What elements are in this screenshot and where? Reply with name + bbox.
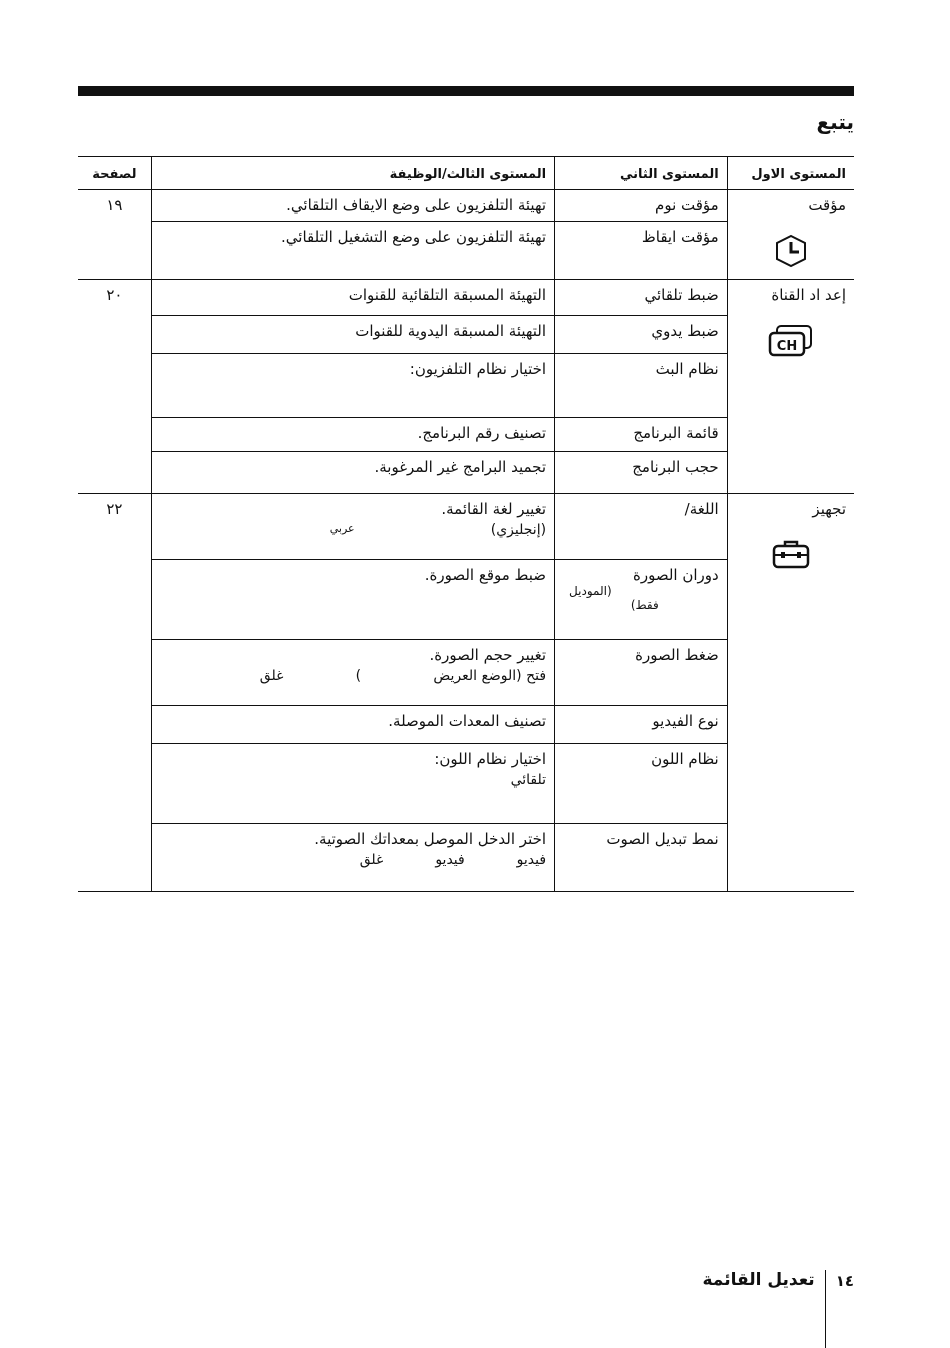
group-timer-label: مؤقت bbox=[808, 196, 846, 214]
item-program-block: حجب البرنامج bbox=[555, 452, 728, 494]
item-auto-tune: ضبط تلقائي bbox=[555, 280, 728, 316]
item-language: اللغة/ bbox=[555, 494, 728, 560]
continued-label: يتبع bbox=[816, 110, 854, 134]
compress-option-off: غلق bbox=[259, 668, 284, 684]
model-note-start: (الموديل bbox=[569, 584, 612, 598]
func-color-system-text: اختيار نظام اللون: bbox=[434, 750, 547, 768]
compress-option-on: فتح (الوضع العريض bbox=[433, 668, 547, 684]
group-setup-label: تجهيز bbox=[812, 500, 846, 518]
page-channel: ٢٠ bbox=[78, 280, 151, 494]
item-manual-tune: ضبط يدوي bbox=[555, 316, 728, 354]
item-broadcast-system: نظام البث bbox=[555, 354, 728, 418]
header-level1: المستوى الاول bbox=[727, 157, 854, 190]
func-video-type: تصنيف المعدات الموصلة. bbox=[151, 706, 554, 744]
clock-icon bbox=[736, 234, 846, 273]
item-picture-rotation bbox=[555, 560, 728, 640]
page-footer bbox=[702, 1270, 854, 1348]
item-color-system: نظام اللون bbox=[555, 744, 728, 824]
func-broadcast-system: اختيار نظام التلفزيون: bbox=[151, 354, 554, 418]
func-audio-switch-text: اختر الدخل الموصل بمعداتك الصوتية. bbox=[314, 830, 547, 848]
func-picture-rotation: ضبط موقع الصورة. bbox=[151, 560, 554, 640]
func-audio-switch bbox=[151, 824, 554, 892]
model-note-end: فقط) bbox=[630, 598, 659, 612]
language-option-english: (إنجليزي) bbox=[490, 522, 547, 538]
item-video-type: نوع الفيديو bbox=[555, 706, 728, 744]
func-manual-tune: التهيئة المسبقة اليدوية للقنوات bbox=[151, 316, 554, 354]
group-channel-label: إعد اد القناة bbox=[771, 286, 846, 304]
item-audio-switch: نمط تبديل الصوت bbox=[555, 824, 728, 892]
page-number: ١٤ bbox=[835, 1272, 854, 1290]
language-option-arabic: عربي bbox=[329, 522, 355, 535]
footer-title: تعديل القائمة bbox=[702, 1270, 815, 1290]
page-timer: ١٩ bbox=[78, 190, 151, 280]
page-setup: ٢٢ bbox=[78, 494, 151, 892]
func-sleep-timer: تهيئة التلفزيون على وضع الايقاف التلقائي. bbox=[151, 190, 554, 222]
channel-icon-text: CH bbox=[776, 339, 798, 354]
menu-table bbox=[78, 156, 854, 892]
item-wake-timer: مؤقت ايقاظ bbox=[555, 222, 728, 280]
func-picture-compress-text: تغيير حجم الصورة. bbox=[429, 646, 547, 664]
item-picture-compress: ضغط الصورة bbox=[555, 640, 728, 706]
audio-option-video-1: فيديو bbox=[516, 852, 547, 868]
func-language bbox=[151, 494, 554, 560]
footer-divider bbox=[825, 1270, 826, 1348]
toolbox-icon bbox=[736, 538, 846, 575]
func-wake-timer: تهيئة التلفزيون على وضع التشغيل التلقائي. bbox=[151, 222, 554, 280]
color-option-auto: تلقائي bbox=[510, 772, 547, 788]
compress-option-paren: ) bbox=[355, 668, 362, 684]
header-page: لصفحة bbox=[78, 157, 151, 190]
audio-option-video-2: فيديو bbox=[435, 852, 465, 868]
func-picture-compress bbox=[151, 640, 554, 706]
func-program-block: تجميد البرامج غير المرغوبة. bbox=[151, 452, 554, 494]
func-auto-tune: التهيئة المسبقة التلقائية للقنوات bbox=[151, 280, 554, 316]
func-color-system bbox=[151, 744, 554, 824]
item-program-list: قائمة البرنامج bbox=[555, 418, 728, 452]
func-program-list: تصنيف رقم البرنامج. bbox=[151, 418, 554, 452]
func-language-text: تغيير لغة القائمة. bbox=[441, 500, 547, 518]
header-level2: المستوى الثاني bbox=[555, 157, 728, 190]
group-channel bbox=[727, 280, 854, 494]
item-sleep-timer: مؤقت نوم bbox=[555, 190, 728, 222]
top-rule bbox=[78, 86, 854, 96]
header-level3: المستوى الثالث/الوظيفة bbox=[151, 157, 554, 190]
channel-icon bbox=[736, 324, 846, 363]
group-setup bbox=[727, 494, 854, 892]
audio-option-off: غلق bbox=[359, 852, 384, 868]
group-timer bbox=[727, 190, 854, 280]
item-picture-rotation-label: دوران الصورة bbox=[633, 566, 719, 584]
